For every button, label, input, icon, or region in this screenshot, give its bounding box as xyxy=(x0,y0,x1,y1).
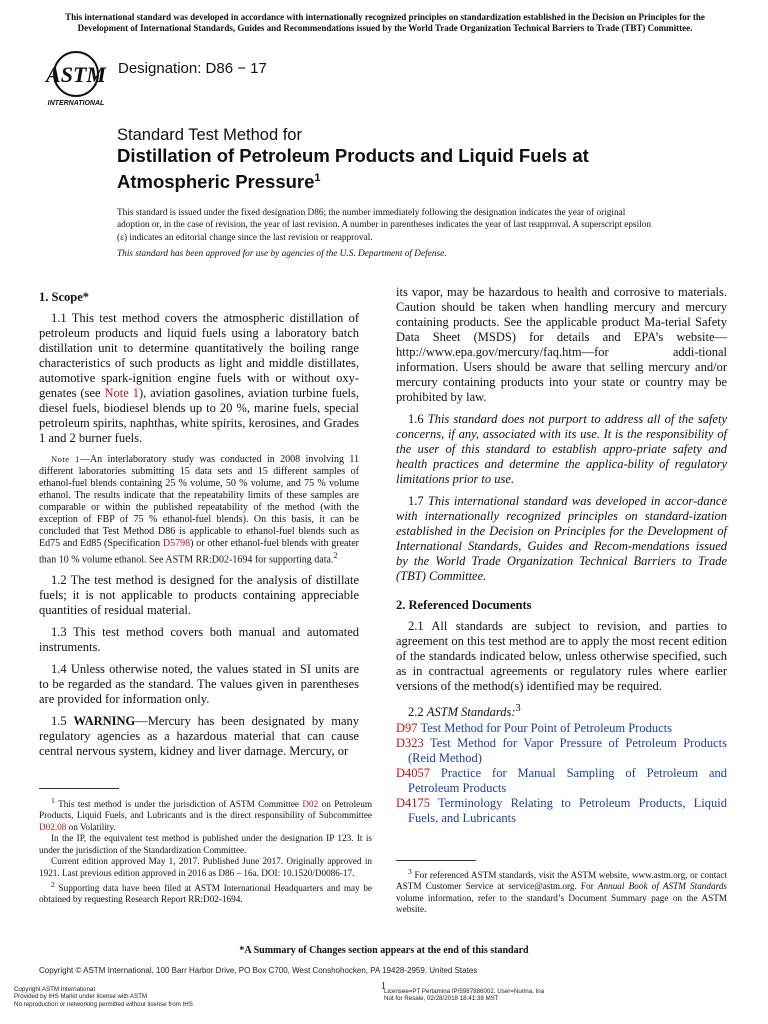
right-column xyxy=(396,285,727,826)
ref-d323[interactable]: D323 Test Method for Vapor Pressure of Petroleum Products (Reid Method) xyxy=(396,736,727,766)
document-title xyxy=(117,145,677,193)
title-prefix: Standard Test Method for xyxy=(117,126,302,144)
footnote-rule-left xyxy=(39,788,119,789)
ref-d4175[interactable]: D4175 Terminology Relating to Petroleum Products, Liquid Fuels, and Lubricants xyxy=(396,796,727,826)
footnotes-left xyxy=(39,795,372,906)
footnote-3: $^3$ For referenced ASTM standards, visit the ASTM website, www.astm.org, or contact ASTM Customer Service at service@astm.org. For Annual Book of ASTM Standards volume information, refer to the standard’s Document Summary page on the ASTM website. xyxy=(396,867,727,915)
footnote-1-ip: In the IP, the equivalent test method is published under the designation IP 123. It is under the jurisdiction of the Standardization Committee. xyxy=(39,833,372,855)
title-footnote-ref: 1 xyxy=(314,172,321,184)
d5798-link[interactable]: D5798 xyxy=(162,538,191,549)
license-right: Licensee=PT Pertamina IP/5987886002, User=Nurina, Ina Not for Resale, 02/28/2018 18:41:38 MST xyxy=(384,988,545,1003)
ref-d4057[interactable]: D4057 Practice for Manual Sampling of Petroleum and Petroleum Products xyxy=(396,766,727,796)
para-2-1: 2.1 All standards are subject to revision, and parties to agreement on this test method are to apply the most recent edition of the standards indicated below, unless otherwise specified, such as in contractual agreements or regulatory rules where earlier versions of the method(s) identified may be required. xyxy=(396,619,727,693)
title-line-2: Atmospheric Pressure xyxy=(117,171,315,193)
logo-subtext: INTERNATIONAL xyxy=(47,100,105,107)
para-1-5-continued: its vapor, may be hazardous to health and corrosive to materials. Caution should be taken when handling mercury and mercury containing products. See the applicable product Ma-terial Safety Data Sheet (MSDS) for details and EPA’s website—http://www.epa.gov/mercury/faq.htm—for addi-tional information. Users should be aware that selling mercury and/or mercury containing products into your state or country may be prohibited by law. xyxy=(396,285,727,404)
footnote-1-edition: Current edition approved May 1, 2017. Published June 2017. Originally approved in 1921. Last previous edition approved in 2016 as D86 – 16a. DOI: 10.1520/D0086-17. xyxy=(39,856,372,878)
referenced-documents-heading: 2. Referenced Documents xyxy=(396,598,532,612)
para-1-7: 1.7 This international standard was developed in accor-dance with internationally recognized principles on standard-ization established in the Decision on Principles for the Development of International Standards, Guides and Recom-mendations issued by the World Trade Organization Technical Barriers to Trade (TBT) Committee. xyxy=(396,494,727,583)
title-line-1: Distillation of Petroleum Products and Liquid Fuels at xyxy=(117,145,589,166)
dod-statement: This standard has been approved for use by agencies of the U.S. Department of Defense. xyxy=(117,249,447,259)
d02-08-link[interactable]: D02.08 xyxy=(39,821,67,832)
title-block xyxy=(117,125,677,193)
summary-of-changes-note: *A Summary of Changes section appears at the end of this standard xyxy=(239,945,529,956)
para-1-3: 1.3 This test method covers both manual and automated instruments. xyxy=(39,625,359,655)
issuance-statement: This standard is issued under the fixed designation D86; the number immediately following the designation indicates the year of original adoption or, in the case of revision, the year of last revision. A number in parentheses indicates the year of last reapproval. A superscript epsilon (ε) indicates an editorial change since the last revision or reapproval. xyxy=(117,208,652,243)
top-notice: This international standard was developed in accordance with internationally recognized principles on standardization established in the Decision on Principles for the Development of International Standards, Guides and Recommendations issued by the World Trade Organization Technical Barriers to Trade (TBT) Committee. xyxy=(65,12,705,33)
left-column xyxy=(39,284,359,766)
para-1-1: 1.1 This test method covers the atmospheric distillation of petroleum products and liquid fuels using a laboratory batch distillation unit to determine quantitatively the boiling range characteristics of such products as light and middle distillates, automotive spark-ignition engine fuels with or without oxy-genates (see Note 1), aviation gasolines, aviation turbine fuels, diesel fuels, biodiesel blends up to 20 %, marine fuels, special petroleum spirits, naphthas, white spirits, kerosines, and Grades 1 and 2 burner fuels. xyxy=(39,311,359,445)
scope-heading: 1. Scope* xyxy=(39,290,89,304)
footnote-2: $^2$ Supporting data have been filed at ASTM International Headquarters and may be obtained by requesting Research Report RR:D02-1694. xyxy=(39,879,372,905)
para-1-4: 1.4 Unless otherwise noted, the values stated in SI units are to be regarded as the standard. The values given in parentheses are provided for information only. xyxy=(39,662,359,707)
footnote-rule-right xyxy=(396,860,476,861)
note-1: Note 1—An interlaboratory study was conducted in 2008 involving 11 different laboratories submitting 15 data sets and 15 different samples of ethanol-fuel blends containing 25 % volume, 50 % volume, and 75 % volume ethanol. The results indicate that the repeatability limits of these samples are comparable or within the published repeatability of the method (with the exception of FBP of 75 % ethanol-fuel blends). On this basis, it can be concluded that Test Method D86 is applicable to ethanol-fuel blends such as Ed75 and Ed85 (Specification D5798) or other ethanol-fuel blends with greater than 10 % volume ethanol. See ASTM RR:D02-1694 for supporting data.$^2$ xyxy=(39,454,360,566)
d02-link[interactable]: D02 xyxy=(302,799,319,810)
footnotes-right xyxy=(396,866,727,916)
designation: Designation: D86 − 17 xyxy=(118,60,267,77)
license-left: Copyright ASTM International Provided by IHS Markit under license with ASTM No reproduction or networking permitted without license from IHS xyxy=(14,986,193,1008)
note-label: Note 1 xyxy=(51,454,80,464)
note-1-link[interactable]: Note 1 xyxy=(104,386,139,400)
page-number: 1 xyxy=(381,981,386,992)
para-2-2: 2.2 ASTM Standards:$^3$ xyxy=(408,703,521,720)
ref-d97[interactable]: D97 Test Method for Pour Point of Petroleum Products xyxy=(396,721,672,736)
warning-label: WARNING xyxy=(73,714,136,729)
para-1-5: 1.5 WARNING—Mercury has been designated by many regulatory agencies as a hazardous material that can cause central nervous system, kidney and liver damage. Mercury, or xyxy=(39,714,359,759)
para-1-6: 1.6 This standard does not purport to address all of the safety concerns, if any, associated with its use. It is the responsibility of the user of this standard to establish appro-priate safety and health practices and determine the applica-bility of regulatory limitations prior to use. xyxy=(396,412,727,486)
logo-text: ASTM xyxy=(46,62,106,87)
astm-logo xyxy=(40,48,112,108)
footnote-1: $^1$ This test method is under the jurisdiction of ASTM Committee D02 on Petroleum Products, Liquid Fuels, and Lubricants and is the direct responsibility of Subcommittee D02.08 on Volatility. xyxy=(39,796,372,832)
para-1-2: 1.2 The test method is designed for the analysis of distillate fuels; it is not applicable to products containing appreciable quantities of residual material. xyxy=(39,573,359,618)
copyright-line: Copyright © ASTM International, 100 Barr Harbor Drive, PO Box C700, West Conshohocken, PA 19428-2959. United States xyxy=(39,966,478,975)
